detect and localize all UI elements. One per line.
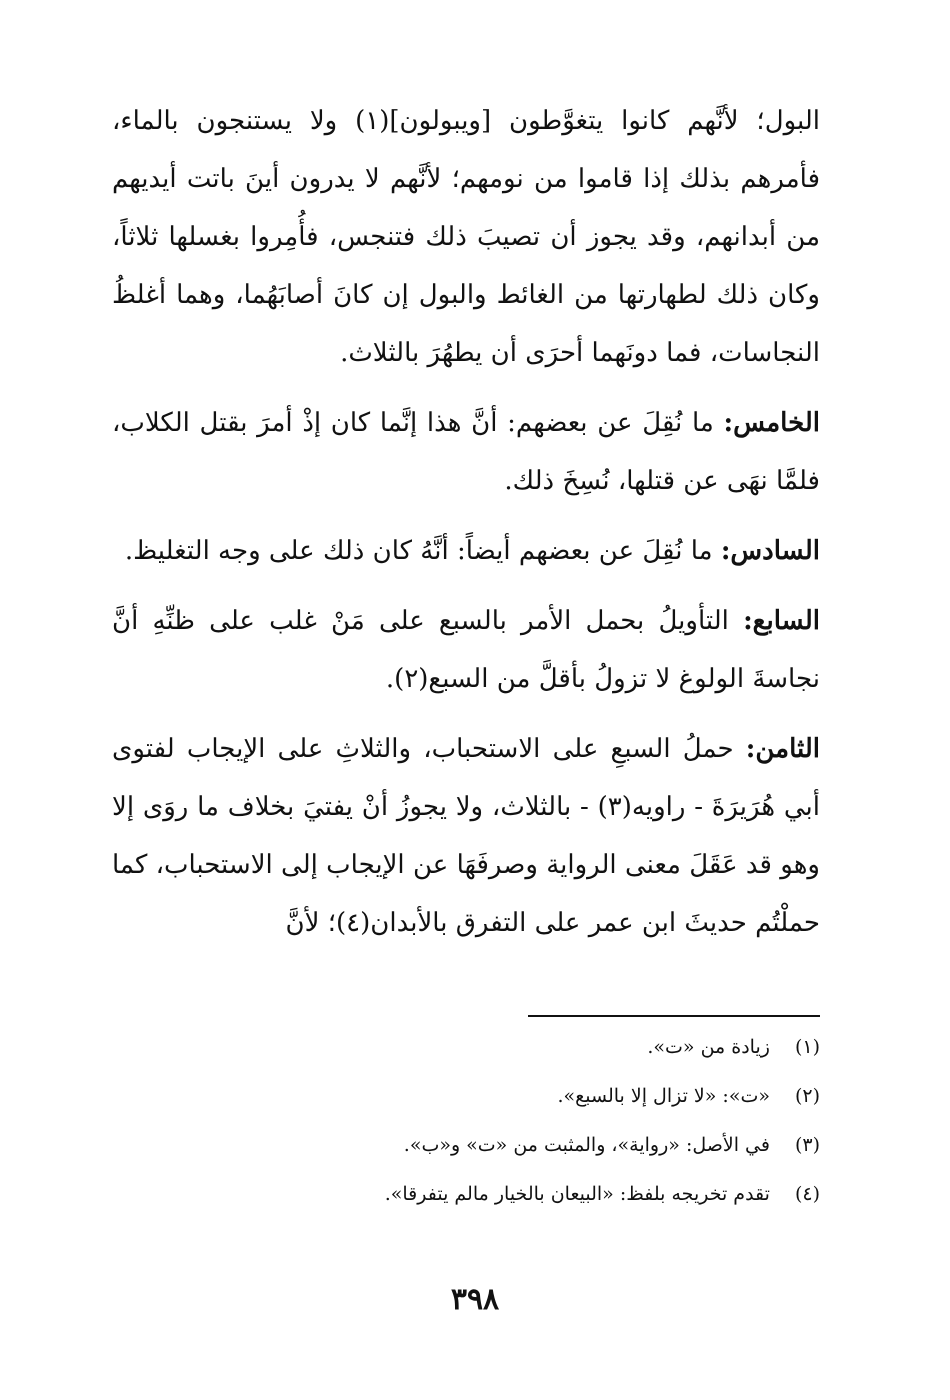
paragraph-5 [112, 720, 820, 952]
paragraph-1: البول؛ لأنَّهم كانوا يتغوَّطون [ويبولون](١) ولا يستنجون بالماء، فأمرهم بذلك إذا قاموا من نومهم؛ لأنَّهم لا يدرون أينَ باتت أيديهم من أبدانهم، وقد يجوز أن تصيبَ ذلك فتنجس، فأُمِروا بغسلها ثلاثاً، وكان ذلك لطهارتها من الغائط والبول إن كانَ أصابَهُما، وهما أغلظُ النجاسات، فما دونَهما أحرَى أن يطهُرَ بالثلاث. [112, 106, 821, 368]
paragraph-2 [112, 394, 820, 510]
footnote [130, 1182, 820, 1206]
footnote [130, 1084, 820, 1108]
footnote-text: في الأصل: «رواية»، والمثبت من «ت» و«ب». [403, 1134, 770, 1156]
footnote-number: (٢) [794, 1085, 820, 1107]
heading-eighth: الثامن: [745, 734, 820, 764]
paragraph-3 [112, 522, 820, 580]
page-number: ٣٩٨ [450, 1282, 500, 1317]
paragraph-5-text: حملُ السبعِ على الاستحباب، والثلاثِ على الإيجاب لفتوى أبي هُرَيرَةَ - راويه(٣) - بالثلاث، ولا يجوزُ أنْ يفتيَ بخلاف ما روَى إلا وهو قد عَقَلَ معنى الرواية وصرفَهَا عن الإيجاب إلى الاستحباب، كما حملْتُم حديثَ ابن عمر على التفرق بالأبدان(٤)؛ لأنَّ [112, 734, 821, 938]
main-text [112, 92, 820, 964]
heading-seventh: السابع: [743, 606, 820, 636]
footnote-number: (١) [794, 1036, 820, 1058]
footnotes [130, 1035, 820, 1231]
footnote-text: تقدم تخريجه بلفظ: «البيعان بالخيار مالم يتفرقا». [384, 1183, 770, 1205]
paragraph-3-text: ما نُقِلَ عن بعضهم أيضاً: أنَّهُ كان ذلك على وجه التغليظ. [124, 536, 713, 566]
footnote-separator [528, 1015, 820, 1017]
paragraph-4 [112, 592, 820, 708]
footnote-text: زيادة من «ت». [647, 1036, 770, 1058]
footnote-number: (٣) [794, 1134, 820, 1156]
heading-sixth: السادس: [720, 536, 820, 566]
paragraph-4-text: التأويلُ بحمل الأمر بالسبع على مَنْ غلب على ظنِّهِ أنَّ نجاسةَ الولوغ لا تزولُ بأقلَّ من السبع(٢). [112, 606, 820, 694]
footnote-text: «ت»: «لا تزال إلا بالسبع». [557, 1085, 770, 1107]
heading-fifth: الخامس: [723, 408, 820, 438]
paragraph-2-text: ما نُقِلَ عن بعضهم: أنَّ هذا إنَّما كان إذْ أمرَ بقتل الكلاب، فلمَّا نهَى عن قتلها، نُسِخَ ذلك. [112, 408, 820, 496]
footnote [130, 1133, 820, 1157]
footnote [130, 1035, 820, 1059]
footnote-number: (٤) [794, 1183, 820, 1205]
